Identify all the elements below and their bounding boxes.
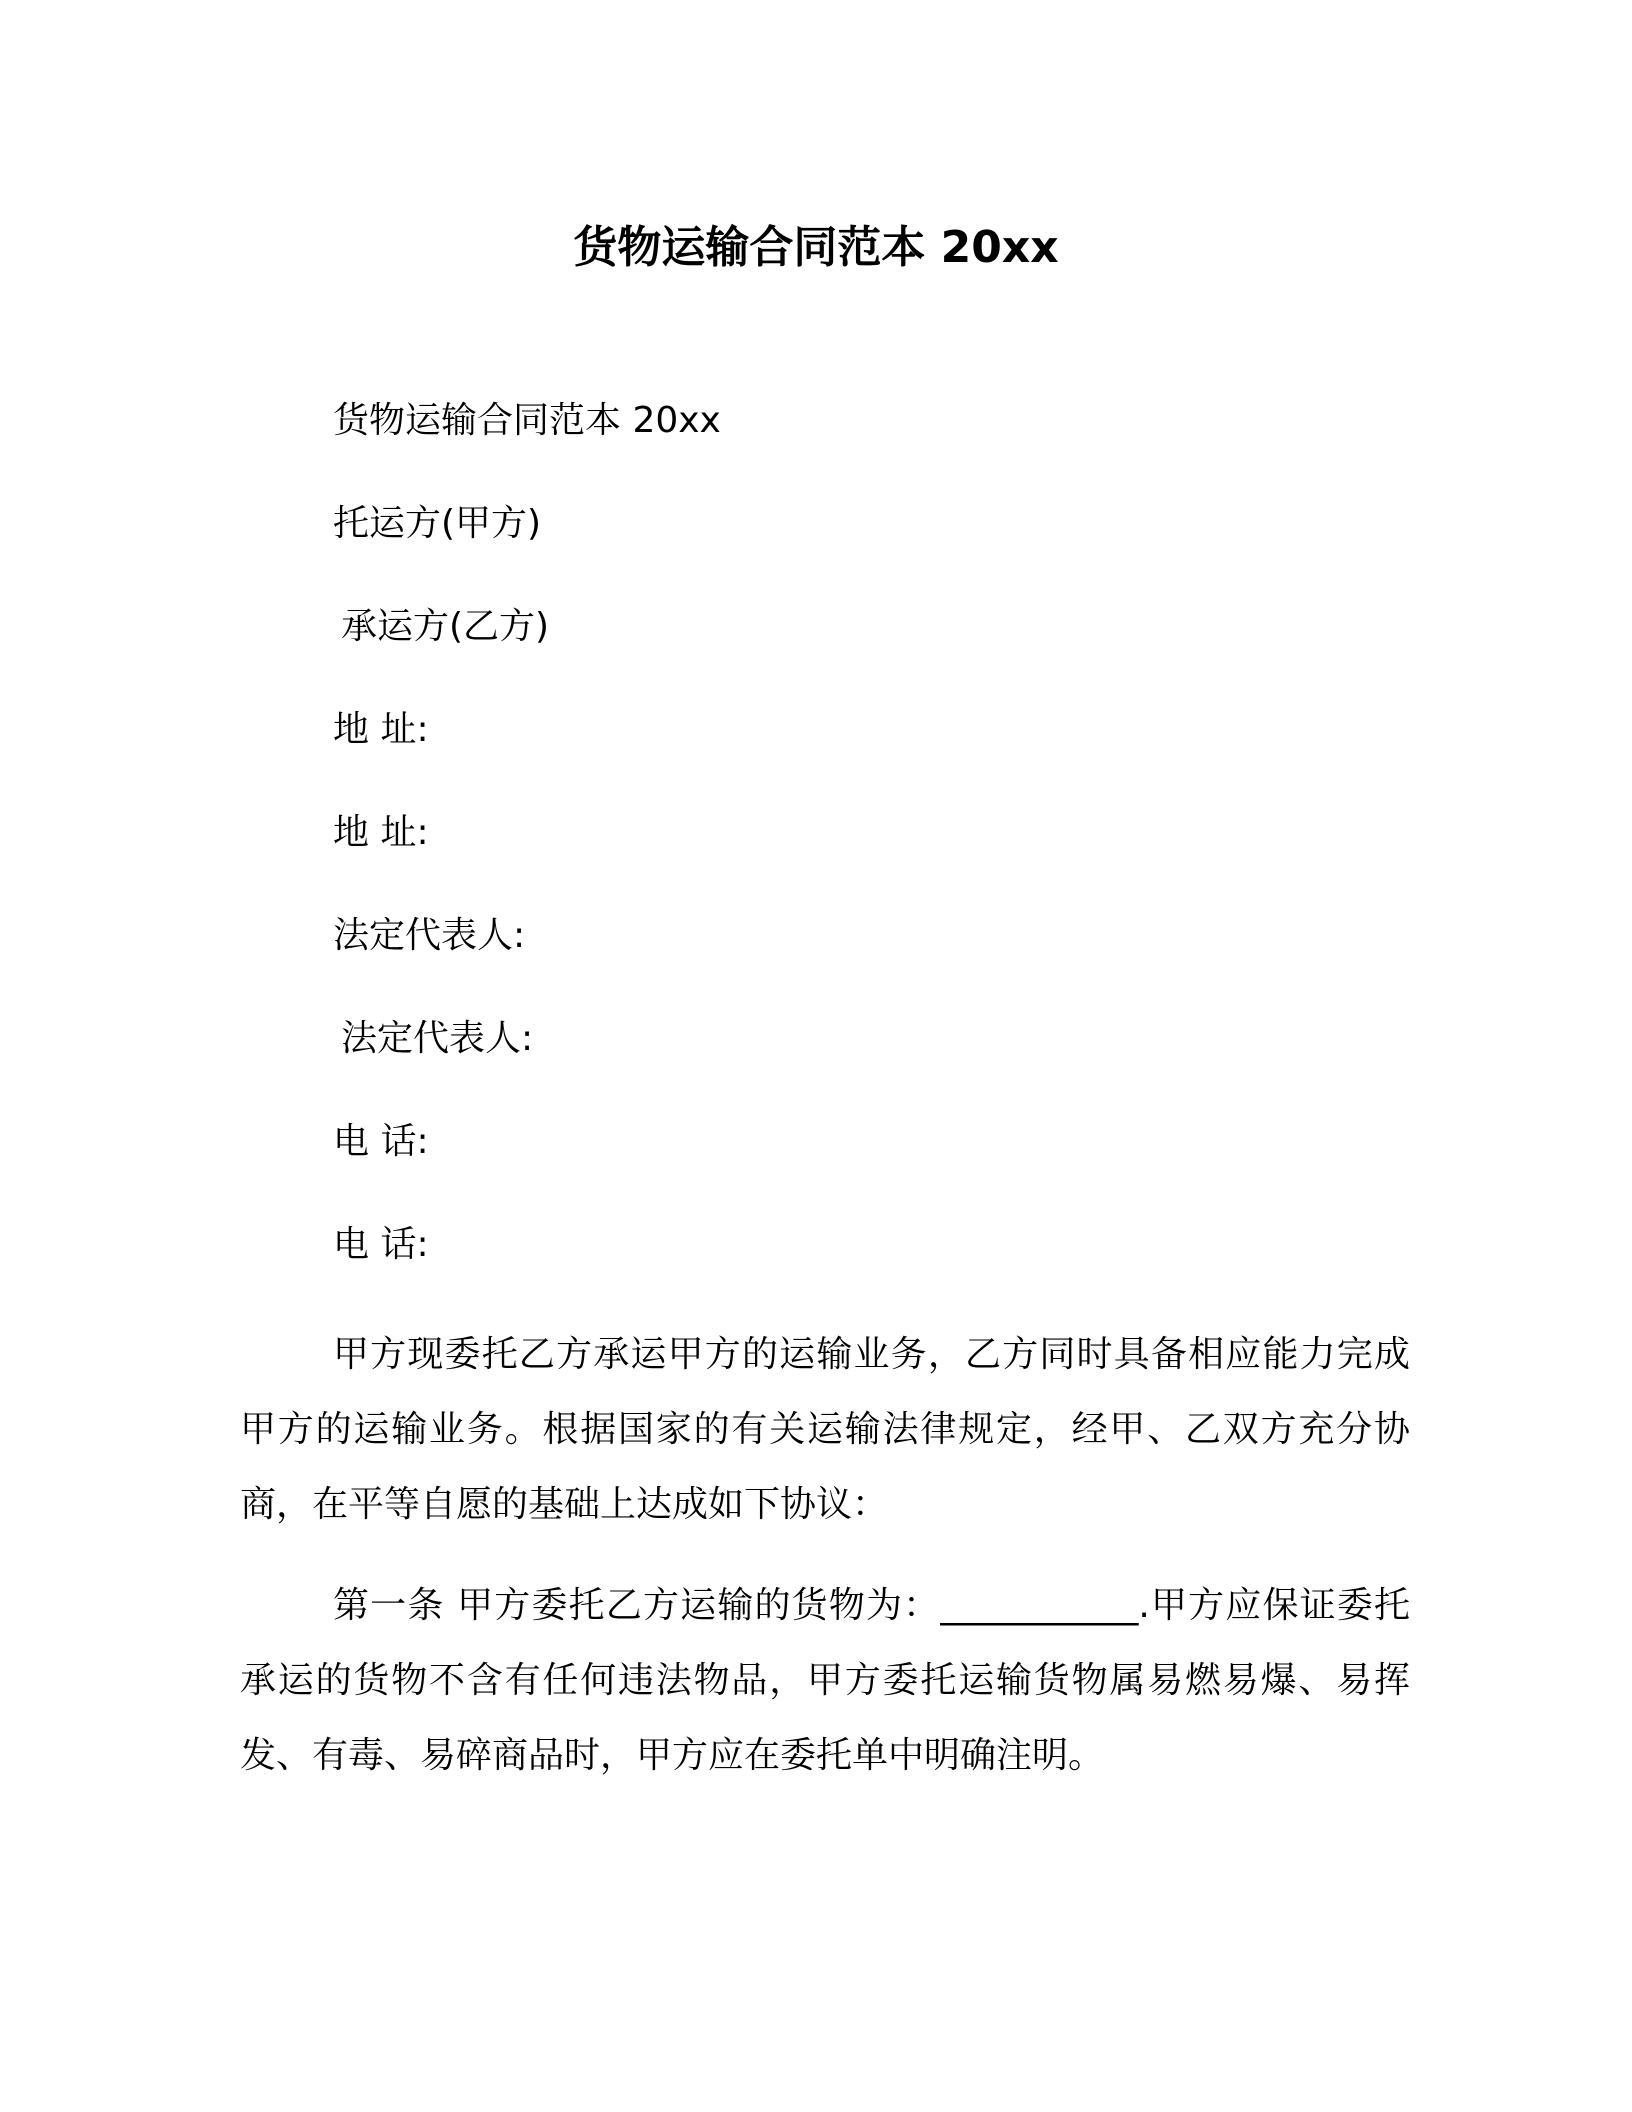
field-legal-representative-b: 法定代表人: [341,1018,534,1059]
paragraph-intro: 甲方现委托乙方承运甲方的运输业务，乙方同时具备相应能力完成甲方的运输业务。根据国家的有关运输法律规定，经甲、乙双方充分协商，在平等自愿的基础上达成如下协议： [240,1334,1410,1525]
field-address-party-a: 地 址: [333,709,429,750]
paragraph-article-1: 第一条 甲方委托乙方运输的货物为：___________.甲方应保证委托承运的货物不含有任何违法物品，甲方委托运输货物属易燃易爆、易挥发、有毒、易碎商品时，甲方应在委托单中明确注明。 [240,1585,1410,1776]
field-shipper: 托运方(甲方) [333,503,542,544]
field-phone-party-b: 电 话: [333,1224,429,1265]
field-phone-party-a: 电 话: [333,1121,429,1162]
document-subtitle: 货物运输合同范本 20xx [333,400,721,441]
field-carrier: 承运方(乙方) [341,606,550,647]
field-legal-representative-a: 法定代表人: [333,915,526,956]
field-address-party-b: 地 址: [333,812,429,853]
document-title: 货物运输合同范本 20xx [573,222,1059,273]
